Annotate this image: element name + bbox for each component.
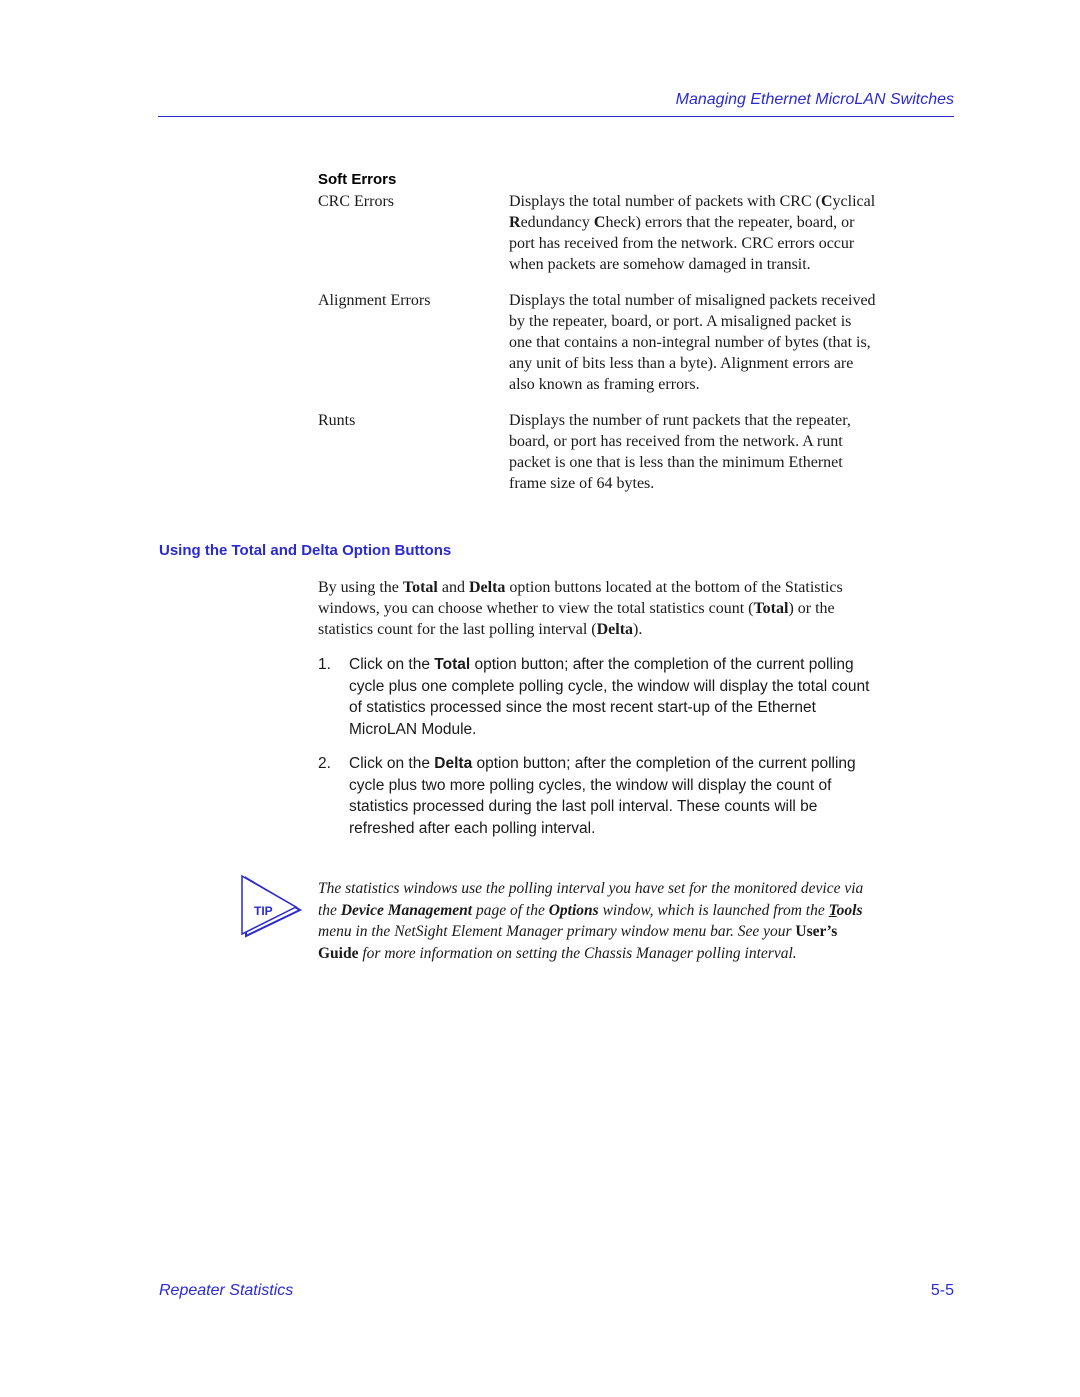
tip-line: The statistics windows use the polling interval you have set for the monitored device via <box>318 880 864 897</box>
soft-errors-heading: Soft Errors <box>318 171 397 188</box>
def-line: frame size of 64 bytes. <box>509 475 655 492</box>
def-line: one that contains a non-integral number of bytes (that is, <box>509 334 871 351</box>
def-line: by the repeater, board, or port. A misaligned packet is <box>509 313 852 330</box>
def-line: Displays the number of runt packets that the repeater, <box>509 412 851 429</box>
step-line: Click on the Total option button; after the completion of the current polling <box>349 656 854 673</box>
step-line: refreshed after each polling interval. <box>349 819 596 837</box>
definition-runts <box>509 410 959 494</box>
definition-alignment-errors <box>509 290 959 395</box>
def-line: port has received from the network. CRC errors occur <box>509 235 855 252</box>
step-line: of statistics processed since the most recent start-up of the Ethernet <box>349 699 816 716</box>
tip-text <box>318 878 958 964</box>
step-line: statistics processed during the last poll interval. These counts will be <box>349 798 818 815</box>
definition-crc-errors <box>509 191 959 275</box>
page-header-title: Managing Ethernet MicroLAN Switches <box>675 91 954 108</box>
tip-line: the Device Management page of the Options window, which is launched from the Tools <box>318 901 863 919</box>
def-line: Displays the total number of misaligned packets received <box>509 292 876 309</box>
intro-line: By using the Total and Delta option buttons located at the bottom of the Statistics <box>318 579 843 596</box>
def-line: board, or port has received from the network. A runt <box>509 433 843 450</box>
step-body <box>349 753 856 839</box>
header-rule <box>158 116 954 117</box>
step-number: 1. <box>318 656 331 673</box>
step-line: cycle plus two more polling cycles, the window will display the count of <box>349 776 832 794</box>
section-intro <box>318 577 958 640</box>
term-crc-errors: CRC Errors <box>318 193 394 210</box>
def-line: also known as framing errors. <box>509 376 700 393</box>
intro-line: statistics count for the last polling interval (Delta). <box>318 621 643 638</box>
step-line: MicroLAN Module. <box>349 720 477 738</box>
tip-icon <box>238 874 302 940</box>
def-line: any unit of bits less than a byte). Alignment errors are <box>509 355 854 372</box>
step-line: Click on the Delta option button; after the completion of the current polling <box>349 755 856 772</box>
tip-label: TIP <box>254 904 273 918</box>
step-body <box>349 654 869 740</box>
intro-line: windows, you can choose whether to view the total statistics count (Total) or the <box>318 600 835 617</box>
tip-line: menu in the NetSight Element Manager primary window menu bar. See your User’s <box>318 923 838 940</box>
def-line: Redundancy Check) errors that the repeater, board, or <box>509 214 855 231</box>
step-line: cycle plus one complete polling cycle, the window will display the total count <box>349 677 870 695</box>
def-line: packet is one that is less than the minimum Ethernet <box>509 454 843 471</box>
footer-section-title: Repeater Statistics <box>159 1282 294 1299</box>
term-alignment-errors: Alignment Errors <box>318 292 431 309</box>
step-number: 2. <box>318 755 331 772</box>
def-line: when packets are somehow damaged in transit. <box>509 256 811 273</box>
def-line: Displays the total number of packets with CRC (Cyclical <box>509 193 876 210</box>
section-heading: Using the Total and Delta Option Buttons <box>159 542 452 559</box>
tip-line: Guide for more information on setting the Chassis Manager polling interval. <box>318 944 797 962</box>
term-runts: Runts <box>318 412 356 429</box>
footer-page-number: 5-5 <box>930 1282 954 1299</box>
